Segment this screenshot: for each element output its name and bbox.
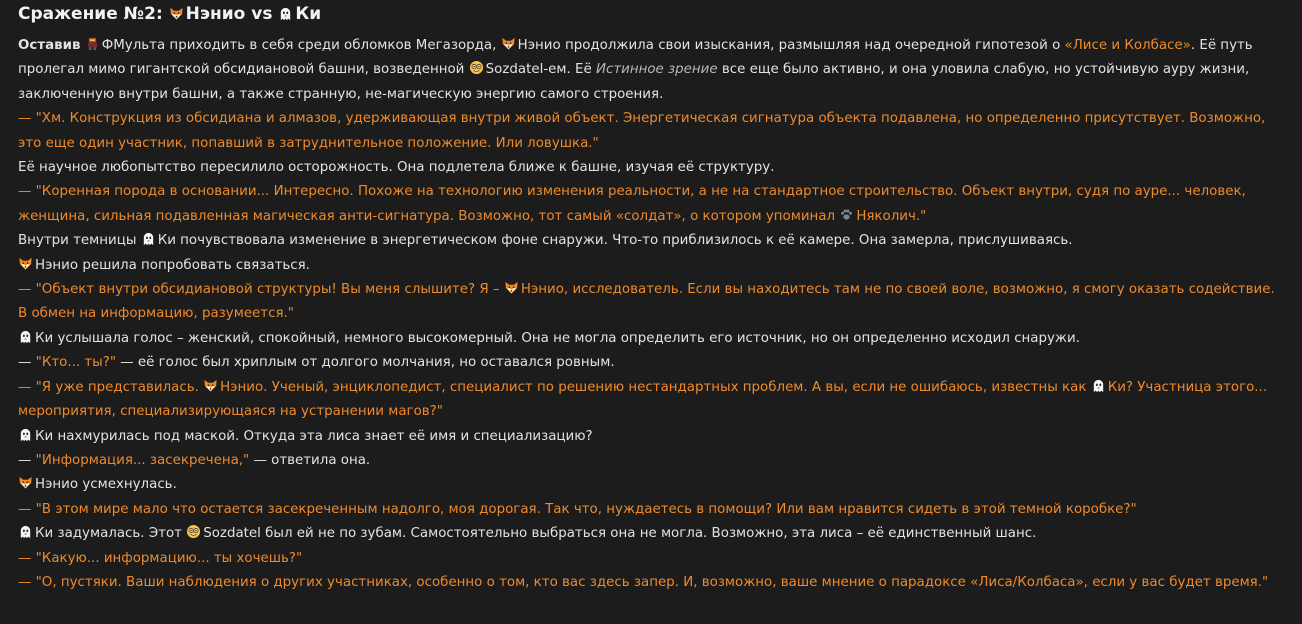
ghost-icon	[278, 6, 293, 21]
narration-paragraph: Нэнио усмехнулась.	[18, 473, 1284, 497]
fighter-1-name: Нэнио	[185, 4, 246, 24]
fox-face-icon	[169, 6, 184, 21]
narration-paragraph: Ки нахмурилась под маской. Откуда эта лиса знает её имя и специализацию?	[18, 425, 1284, 449]
fox-face-icon	[203, 378, 218, 393]
dialogue-line: — "Объект внутри обсидиановой структуры! Вы меня слышите? Я – Нэнио, исследователь. Если вы находитесь там не по своей воле, возможно, я смогу оказать содействие. В обмен на информацию, разумеется."	[18, 282, 1275, 322]
dialogue-line: — "Хм. Конструкция из обсидиана и алмазов, удерживающая внутри живой объект. Энергетическая сигнатура объекта подавлена, но определенно присутствует. Возможно, это еще один участник, попавший в затруднительное положение. Или ловушка."	[18, 111, 1266, 151]
fox-face-icon	[501, 36, 516, 51]
versus-label: vs	[251, 4, 273, 24]
ghost-icon	[141, 231, 156, 246]
narration-paragraph: Ки услышала голос – женский, спокойный, немного высокомерный. Она не могла определить его источник, но он определенно исходил снаружи.	[18, 327, 1284, 351]
ghost-icon	[18, 329, 33, 344]
dialogue-line: — "Информация... засекречена," — ответила она.	[18, 452, 371, 468]
narration-paragraph: Ки задумалась. Этот Sozdatel был ей не по зубам. Самостоятельно выбраться она не могла. Возможно, эта лиса – её единственный шанс.	[18, 522, 1284, 546]
nerd-face-icon	[186, 524, 201, 539]
dialogue-line: — "В этом мире мало что остается засекреченным надолго, моя дорогая. Так что, нуждаетесь в помощи? Или вам нравится сидеть в этой темной коробке?"	[18, 501, 1137, 517]
narration-paragraph: Внутри темницы Ки почувствовала изменение в энергетическом фоне снаружи. Что-то приблизилось к её камере. Она замерла, прислушиваясь.	[18, 233, 1073, 249]
ghost-icon	[18, 427, 33, 442]
nerd-face-icon	[469, 60, 484, 75]
robot-mech-icon	[85, 36, 100, 51]
dialogue-line: — "Я уже представилась. Нэнио. Ученый, энциклопедист, специалист по решению нестандартных проблем. А вы, если не ошибаюсь, известны как Ки? Участница этого... мероприятия, специализирующаяся на устранении магов?"	[18, 379, 1268, 420]
dialogue-line: — "Кто... ты?" — её голос был хриплым от долгого молчания, но оставался ровным.	[18, 355, 615, 371]
fox-face-icon	[18, 256, 33, 271]
battle-title-prefix: Сражение №2:	[18, 4, 163, 24]
fighter-2-name: Ки	[295, 4, 322, 24]
narration-paragraph: Её научное любопытство пересилило осторожность. Она подлетела ближе к башне, изучая её структуру.	[18, 160, 775, 176]
narration-paragraph: Оставив ФМульта приходить в себя среди обломков Мегазорда, Нэнио продолжила свои изыскания, размышляя над очередной гипотезой о «Лисе и Колбасе». Её путь пролегал мимо гигантской обсидиановой башни, возведенной Sozdatel-ем. Её Истинное зрение все еще было активно, и она уловила слабую, но устойчивую ауру жизни, заключенную внутри башни, а также странную, не-магическую энергию самого строения.	[18, 38, 1253, 102]
ghost-icon	[18, 524, 33, 539]
ability-name: Истинное зрение	[595, 62, 718, 78]
dialogue-line: — "Какую... информацию... ты хочешь?"	[18, 550, 303, 566]
narration-paragraph: Нэнио решила попробовать связаться.	[18, 254, 1284, 278]
battle-title	[18, 3, 1284, 25]
fox-face-icon	[504, 280, 519, 295]
story-content	[18, 34, 1284, 595]
dialogue-line: — "О, пустяки. Ваши наблюдения о других участниках, особенно о том, кто вас здесь запер. И, возможно, ваше мнение о парадоксе «Лиса/Колбаса», если у вас будет время."	[18, 574, 1269, 590]
hypothesis-name: «Лисе и Колбасе»	[1064, 38, 1191, 53]
lead-word: Оставив	[18, 38, 81, 53]
dialogue-line: — "Коренная порода в основании... Интересно. Похоже на технологию изменения реальности, а не на стандартное строительство. Объект внутри, судя по ауре... человек, женщина, сильная подавленная магическая анти-сигнатура. Возможно, тот самый «солдат», о котором упоминал Няколич."	[18, 184, 1246, 224]
fox-face-icon	[18, 475, 33, 490]
paw-prints-icon	[839, 207, 854, 222]
ghost-icon	[1091, 378, 1106, 393]
